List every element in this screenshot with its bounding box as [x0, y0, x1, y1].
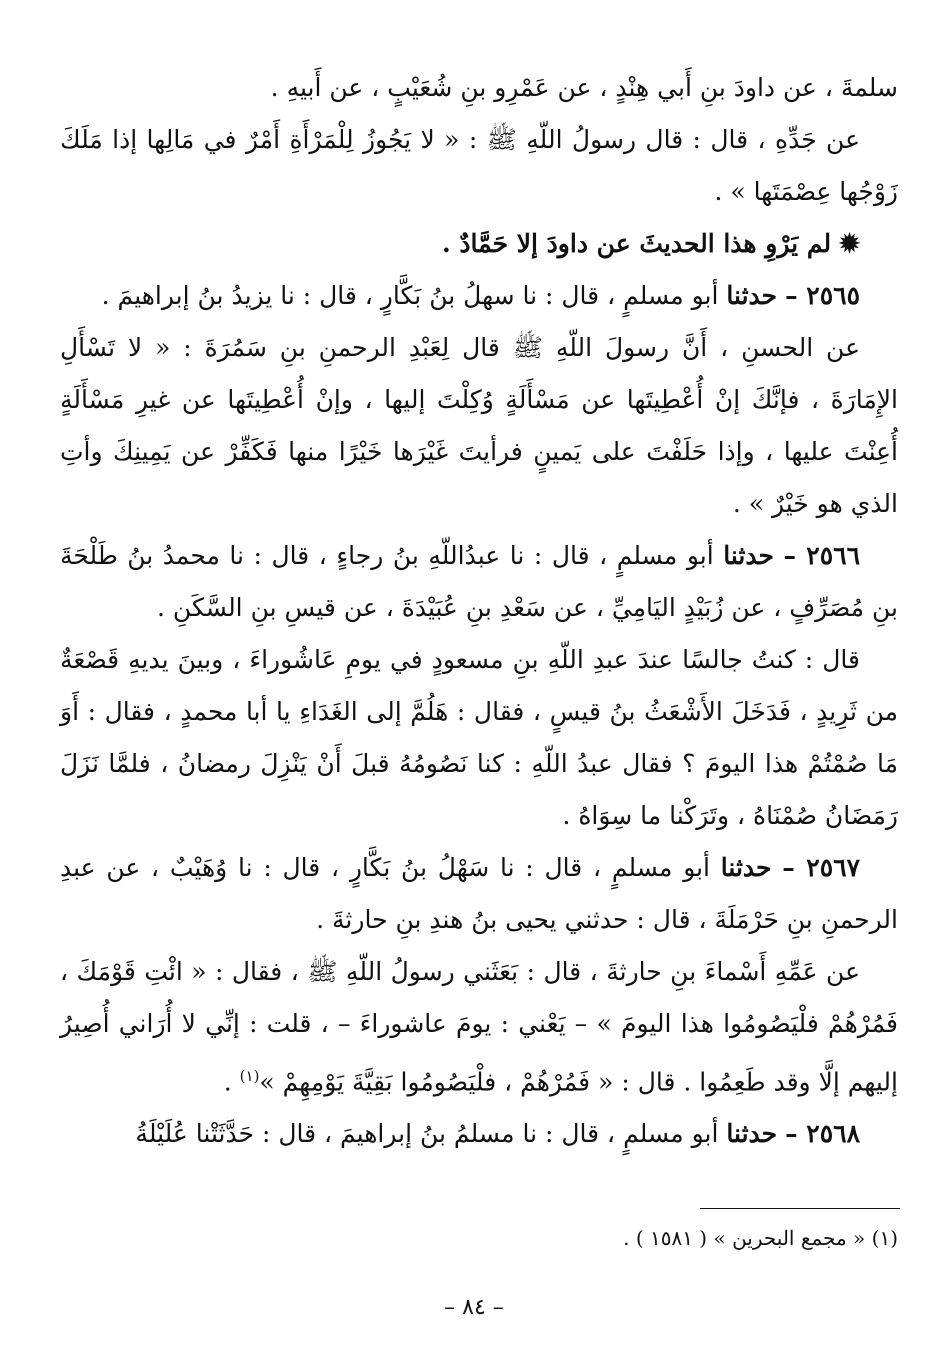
hadith-2566-isnad: [60, 530, 898, 634]
isnad-text: أبو مسلمٍ ، قال : نا سَهْلُ بنُ بَكَّارٍ ، قال : نا وُهَيْبٌ ، عن عبدِ الرحمنِ بنِ حَرْمَلَةَ ، قال : حدثني يحيى بنُ هندِ بنِ حارثةَ .: [60, 853, 898, 934]
hadith-label: حدثنا: [726, 1119, 778, 1149]
hadith-2567-isnad: [60, 842, 898, 946]
isnad-text: أبو مسلمٍ ، قال : نا سهلُ بنُ بَكَّارٍ ، قال : نا يزيدُ بنُ إبراهيمَ .: [101, 281, 719, 310]
hadith-2565-isnad: [60, 270, 898, 322]
footnote: (١) « مجمع البحرين » ( ١٥٨١ ) .: [623, 1226, 898, 1250]
hadith-number: ٢٥٦٧ –: [782, 853, 860, 882]
hadith-number: ٢٥٦٥ –: [785, 281, 860, 310]
page-body: [60, 62, 898, 1160]
isnad-text: أبو مسلمٍ ، قال : نا مسلمُ بنُ إبراهيمَ ، قال : حَدَّثَتْنا عُلَيْلَةُ: [135, 1119, 719, 1149]
note-text: لم يَرْوِ هذا الحديثَ عن داودَ إلا حَمَّادٌ .: [442, 229, 832, 258]
hadith-text: عن عَمِّهِ أَسْماءَ بنِ حارثةَ ، قال : بَعَثَني رسولُ اللّهِ ﷺ ، فقال : « ائْتِ قَوْمَكَ ، فَمُرْهُمْ فلْيَصُومُوا هذا اليومَ » – يَعْني : يومَ عاشوراءَ – ، قلت : إنِّي لا أُرَاني أُصِيرُ إليهم إلَّا وقد طَعِمُوا . قال : « فَمُرْهُمْ ، فلْيَصُومُوا بَقِيَّةَ يَوْمِهِمْ »: [60, 957, 898, 1097]
paragraph-note: [60, 218, 898, 270]
hadith-2566-text: قال : كنتُ جالسًا عندَ عبدِ اللّهِ بنِ مسعودٍ في يومِ عَاشُوراءَ ، وبينَ يديهِ قَصْعَةٌ من ثَرِيدٍ ، فَدَخَلَ الأَشْعَثُ بنُ قيسٍ ، فقال : هَلُمَّ إلى الغَدَاءِ يا أبا محمدٍ ، فقال : أَوَ مَا صُمْتُمْ هذا اليومَ ؟ فقال عبدُ اللّهِ : كنا نَصُومُهُ قبلَ أَنْ يَنْزِلَ رمضانُ ، فلمَّا نَزَلَ رَمَضَانُ صُمْنَاهُ ، وتَرَكْنا ما سِوَاهُ .: [60, 645, 898, 830]
hadith-label: حدثنا: [720, 853, 772, 882]
hadith-label: حدثنا: [723, 541, 774, 570]
period: .: [223, 1067, 240, 1097]
star-ornament: ✹: [839, 229, 860, 258]
hadith-2565-text: عن الحسنِ ، أَنَّ رسولَ اللّهِ ﷺ قال لِعَبْدِ الرحمنِ بنِ سَمُرَةَ : « لا تَسْأَلِ الإِمَارَةَ ، فإنَّكَ إنْ أُعْطِيتَها عن مَسْأَلَةٍ وُكِلْتَ إليها ، وإنْ أُعْطِيتَها عن غيرِ مَسْأَلَةٍ أُعِنْتَ عليها ، وإذا حَلَفْتَ على يَمينٍ فرأيتَ غَيْرَها خَيْرًا منها فَكَفِّرْ عن يَمِينِكَ وأتِ الذي هو خَيْرٌ » .: [60, 333, 898, 518]
hadith-2567-text: [60, 946, 898, 1108]
hadith-label: حدثنا: [726, 281, 778, 310]
paragraph-hadith-text: عن جَدِّهِ ، قال : قال رسولُ اللّهِ ﷺ : « لا يَجُوزُ لِلْمَرْأَةِ أَمْرٌ في مَالِها إذا مَلَكَ زَوْجُها عِصْمَتَها » .: [60, 125, 898, 206]
hadith-number: ٢٥٦٦ –: [783, 541, 860, 570]
footnote-divider: [700, 1208, 900, 1209]
footnote-reference[interactable]: (١): [239, 1067, 260, 1085]
hadith-number: ٢٥٦٨ –: [785, 1119, 860, 1149]
hadith-2568-isnad: [60, 1108, 898, 1160]
isnad-text: أبو مسلمٍ ، قال : نا عبدُاللّهِ بنُ رجاءٍ ، قال : نا محمدُ بنُ طَلْحَةَ بنِ مُصَرِّفٍ ، عن زُبَيْدٍ اليَامِيِّ ، عن سَعْدِ بنِ عُبَيْدَةَ ، عن قيسِ بنِ السَّكَنِ .: [60, 541, 898, 622]
page-number: – ٨٤ –: [444, 1295, 504, 1320]
paragraph-isnad-continuation: سلمةَ ، عن داودَ بنِ أَبي هِنْدٍ ، عن عَمْرِو بنِ شُعَيْبٍ ، عن أَبيهِ .: [270, 73, 898, 102]
